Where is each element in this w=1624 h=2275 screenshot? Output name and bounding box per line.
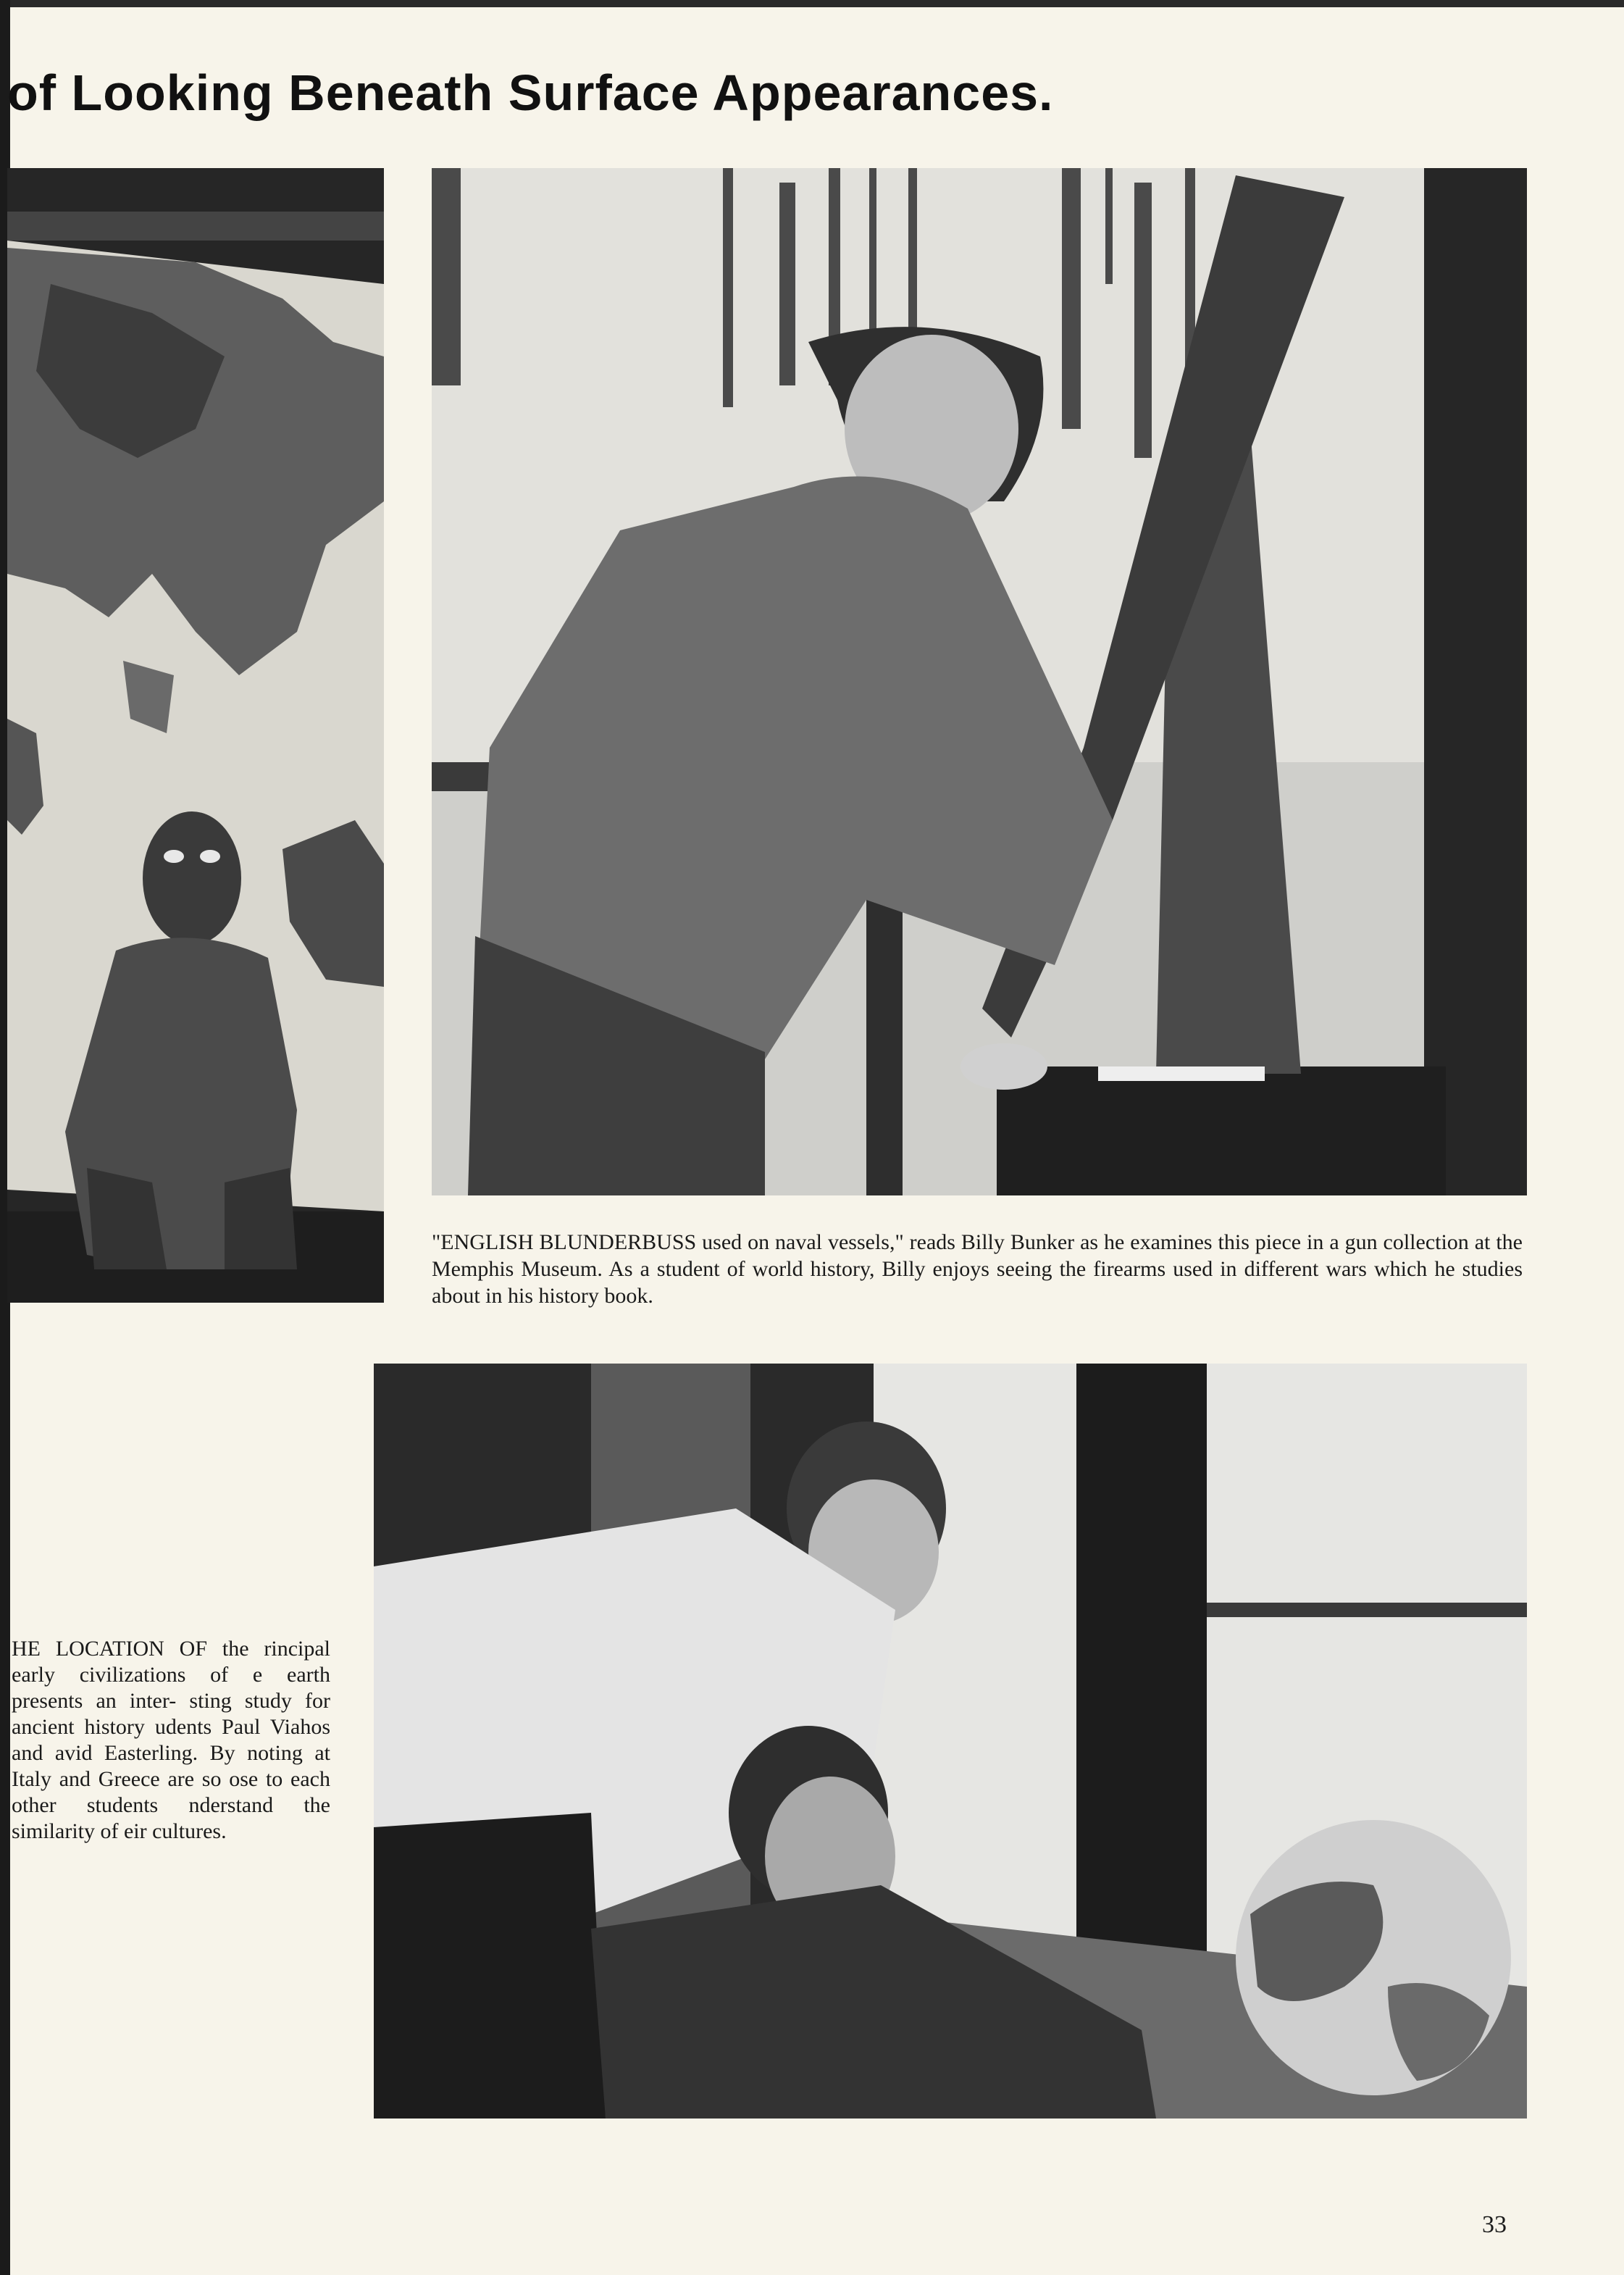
globe-caption: HE LOCATION OF the rincipal early civilizations of e earth presents an inter- sting study for ancient history udents Paul Viahos and avid Easterling. By noting at Italy and Greece are so ose to each other students nderstand the similarity of eir cultures. [12, 1637, 330, 1843]
blunderbuss-photo [432, 168, 1527, 1195]
page-top-edge [0, 0, 1624, 7]
blunderbuss-caption: "ENGLISH BLUNDERBUSS used on naval vessels," reads Billy Bunker as he examines this piece in a gun collection at the Memphis Museum. As a student of world history, Billy enjoys seeing the firearms used in different wars which he studies about in his history book. [432, 1230, 1523, 1308]
page-headline: of Looking Beneath Surface Appearances. [7, 64, 1054, 121]
globe-illustration [374, 1364, 1527, 2119]
globe-photo [374, 1364, 1527, 2119]
blunderbuss-illustration [432, 168, 1527, 1195]
globe-shape [1236, 1820, 1511, 2095]
map-and-statue-photo [7, 168, 384, 1303]
map-and-statue-illustration [7, 168, 384, 1303]
page-number: 33 [1482, 2211, 1507, 2238]
